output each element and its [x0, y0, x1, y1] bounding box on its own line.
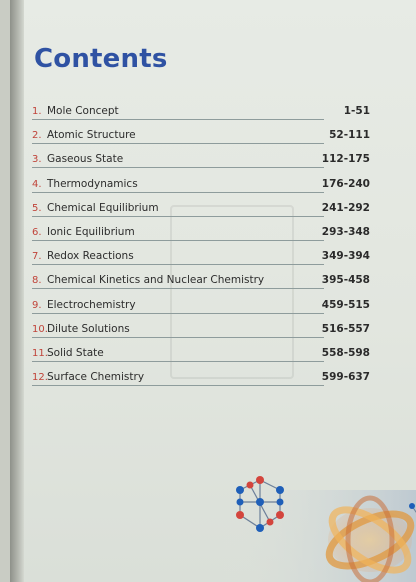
row-rule [32, 313, 324, 314]
chapter-pages: 516-557 [321, 322, 370, 335]
table-of-contents [32, 100, 372, 390]
chapter-number: 1. [32, 106, 42, 117]
chapter-number: 6. [32, 226, 42, 238]
toc-row[interactable] [32, 124, 372, 148]
chapter-title: Dilute Solutions [47, 322, 130, 335]
chapter-pages: 599-637 [321, 371, 370, 384]
chapter-title: Redox Reactions [47, 250, 134, 263]
chapter-title: Solid State [47, 346, 104, 359]
toc-row[interactable] [32, 269, 372, 293]
chapter-pages: 52-111 [329, 129, 370, 142]
chapter-number: 9. [32, 299, 42, 311]
row-rule [32, 192, 324, 193]
toc-row[interactable] [32, 197, 372, 221]
row-rule [32, 385, 324, 386]
chapter-pages: 293-348 [321, 225, 370, 238]
chapter-pages: 459-515 [321, 298, 370, 311]
toc-row[interactable] [32, 294, 372, 318]
chapter-pages: 349-394 [321, 250, 370, 263]
chapter-title: Gaseous State [47, 153, 124, 166]
molecule-illustration [220, 440, 416, 582]
toc-row[interactable] [32, 221, 372, 245]
chapter-number: 7. [32, 251, 42, 263]
toc-row[interactable] [32, 148, 372, 172]
page-title: Contents [34, 44, 168, 74]
chapter-number: 5. [32, 202, 42, 214]
chapter-pages: 112-175 [321, 153, 370, 166]
row-rule [32, 361, 324, 362]
row-rule [32, 240, 324, 241]
book-spine-shadow [10, 0, 24, 582]
row-rule [32, 119, 324, 120]
chapter-title: Chemical Equilibrium [47, 201, 159, 214]
chapter-title: Mole Concept [47, 105, 119, 117]
row-rule [32, 337, 324, 338]
chapter-number: 2. [32, 130, 42, 142]
chapter-title: Thermodynamics [47, 177, 138, 190]
row-rule [32, 264, 324, 265]
chapter-title: Surface Chemistry [47, 371, 145, 384]
chapter-number: 3. [32, 154, 42, 166]
row-rule [32, 167, 324, 168]
toc-row[interactable] [32, 366, 372, 390]
row-rule [32, 216, 324, 217]
toc-row[interactable] [32, 342, 372, 366]
chapter-pages: 176-240 [321, 177, 370, 190]
chapter-number: 11. [32, 347, 48, 359]
toc-row[interactable] [32, 245, 372, 269]
toc-row[interactable] [32, 173, 372, 197]
chapter-pages: 558-598 [321, 346, 370, 359]
toc-row[interactable] [32, 318, 372, 342]
chapter-number: 12. [32, 372, 48, 384]
row-rule [32, 288, 324, 289]
chapter-pages: 241-292 [321, 201, 370, 214]
row-rule [32, 143, 324, 144]
book-page [10, 0, 416, 582]
chapter-pages: 1-51 [343, 105, 370, 117]
chapter-number: 4. [32, 178, 42, 190]
chapter-title: Atomic Structure [47, 129, 136, 142]
chapter-title: Ionic Equilibrium [47, 225, 135, 238]
chapter-number: 8. [32, 275, 42, 287]
chapter-number: 10. [32, 323, 48, 335]
chapter-pages: 395-458 [321, 274, 370, 287]
toc-row[interactable] [32, 100, 372, 124]
chapter-title: Electrochemistry [47, 298, 136, 311]
chapter-title: Chemical Kinetics and Nuclear Chemistry [47, 274, 265, 287]
